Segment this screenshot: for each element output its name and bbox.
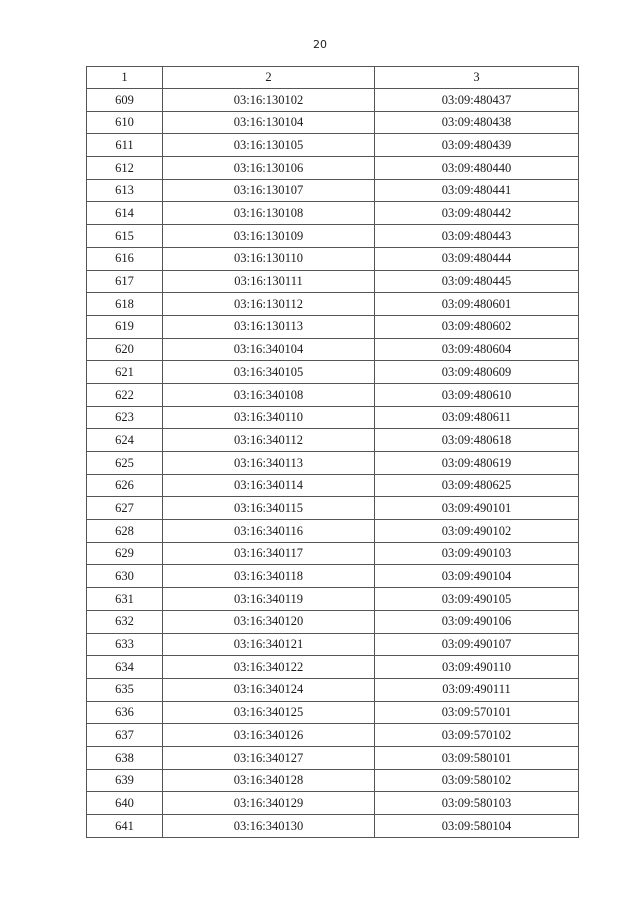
code-column-3-cell: 03:09:480442: [375, 202, 579, 225]
row-number-cell: 638: [87, 746, 163, 769]
code-column-2-cell: 03:16:130108: [163, 202, 375, 225]
code-column-3-cell: 03:09:490110: [375, 656, 579, 679]
table-header: [87, 67, 579, 89]
table-row: [87, 89, 579, 112]
code-column-3-cell: 03:09:480604: [375, 338, 579, 361]
row-number-cell: 618: [87, 293, 163, 316]
code-column-2-cell: 03:16:130113: [163, 315, 375, 338]
code-column-2-cell: 03:16:130105: [163, 134, 375, 157]
table-row: [87, 270, 579, 293]
row-number-cell: 611: [87, 134, 163, 157]
table-row: [87, 111, 579, 134]
row-number-cell: 630: [87, 565, 163, 588]
code-column-2-cell: 03:16:130106: [163, 157, 375, 180]
row-number-cell: 615: [87, 225, 163, 248]
code-column-3-cell: 03:09:580101: [375, 746, 579, 769]
row-number-cell: 624: [87, 429, 163, 452]
code-column-2-cell: 03:16:340113: [163, 452, 375, 475]
table-row: [87, 247, 579, 270]
code-column-2-cell: 03:16:340118: [163, 565, 375, 588]
page-number: 20: [313, 38, 327, 51]
code-column-2-cell: 03:16:340119: [163, 588, 375, 611]
table-row: [87, 134, 579, 157]
table-row: [87, 656, 579, 679]
table-body: [87, 89, 579, 838]
code-column-2-cell: 03:16:340121: [163, 633, 375, 656]
table-row: [87, 315, 579, 338]
code-column-2-cell: 03:16:130110: [163, 247, 375, 270]
code-column-2-cell: 03:16:340126: [163, 724, 375, 747]
code-column-3-cell: 03:09:480618: [375, 429, 579, 452]
code-column-3-cell: 03:09:480437: [375, 89, 579, 112]
code-column-3-cell: 03:09:480443: [375, 225, 579, 248]
table-row: [87, 406, 579, 429]
code-column-3-cell: 03:09:480601: [375, 293, 579, 316]
row-number-cell: 636: [87, 701, 163, 724]
code-column-3-cell: 03:09:580103: [375, 792, 579, 815]
table-row: [87, 565, 579, 588]
code-column-2-cell: 03:16:130107: [163, 179, 375, 202]
code-column-3-cell: 03:09:490111: [375, 678, 579, 701]
table-row: [87, 202, 579, 225]
table-row: [87, 746, 579, 769]
row-number-cell: 612: [87, 157, 163, 180]
row-number-cell: 622: [87, 383, 163, 406]
row-number-cell: 613: [87, 179, 163, 202]
row-number-cell: 617: [87, 270, 163, 293]
row-number-cell: 621: [87, 361, 163, 384]
code-column-3-cell: 03:09:480445: [375, 270, 579, 293]
row-number-cell: 626: [87, 474, 163, 497]
row-number-cell: 634: [87, 656, 163, 679]
code-column-2-cell: 03:16:340124: [163, 678, 375, 701]
row-number-cell: 610: [87, 111, 163, 134]
code-column-3-cell: 03:09:490102: [375, 520, 579, 543]
code-column-3-cell: 03:09:490106: [375, 610, 579, 633]
code-column-2-cell: 03:16:130104: [163, 111, 375, 134]
code-column-2-cell: 03:16:340116: [163, 520, 375, 543]
code-column-3-cell: 03:09:490103: [375, 542, 579, 565]
code-column-2-cell: 03:16:130111: [163, 270, 375, 293]
row-number-cell: 637: [87, 724, 163, 747]
row-number-cell: 623: [87, 406, 163, 429]
row-number-cell: 616: [87, 247, 163, 270]
table-row: [87, 520, 579, 543]
code-column-2-cell: 03:16:340129: [163, 792, 375, 815]
row-number-cell: 639: [87, 769, 163, 792]
code-column-2-cell: 03:16:340110: [163, 406, 375, 429]
table-row: [87, 157, 579, 180]
code-column-3-cell: 03:09:480439: [375, 134, 579, 157]
table-row: [87, 179, 579, 202]
table-row: [87, 338, 579, 361]
table-row: [87, 633, 579, 656]
code-column-2-cell: 03:16:340114: [163, 474, 375, 497]
row-number-cell: 632: [87, 610, 163, 633]
code-column-2-cell: 03:16:130112: [163, 293, 375, 316]
row-number-cell: 629: [87, 542, 163, 565]
code-column-3-cell: 03:09:480625: [375, 474, 579, 497]
table-row: [87, 497, 579, 520]
code-column-3-cell: 03:09:480619: [375, 452, 579, 475]
table-row: [87, 225, 579, 248]
row-number-cell: 614: [87, 202, 163, 225]
table-row: [87, 429, 579, 452]
code-column-3-cell: 03:09:490104: [375, 565, 579, 588]
table-row: [87, 361, 579, 384]
code-column-2-cell: 03:16:340108: [163, 383, 375, 406]
data-table: [86, 66, 579, 838]
row-number-cell: 619: [87, 315, 163, 338]
row-number-cell: 609: [87, 89, 163, 112]
code-column-2-cell: 03:16:340115: [163, 497, 375, 520]
code-column-3-cell: 03:09:570102: [375, 724, 579, 747]
header-row: [87, 67, 579, 89]
row-number-cell: 631: [87, 588, 163, 611]
code-column-3-cell: 03:09:480440: [375, 157, 579, 180]
column-header-1: 1: [87, 67, 163, 89]
table-row: [87, 452, 579, 475]
table-row: [87, 724, 579, 747]
code-column-3-cell: 03:09:480610: [375, 383, 579, 406]
table-row: [87, 678, 579, 701]
table-row: [87, 588, 579, 611]
code-column-3-cell: 03:09:580102: [375, 769, 579, 792]
row-number-cell: 628: [87, 520, 163, 543]
code-column-3-cell: 03:09:490101: [375, 497, 579, 520]
code-column-3-cell: 03:09:570101: [375, 701, 579, 724]
row-number-cell: 627: [87, 497, 163, 520]
table-row: [87, 769, 579, 792]
column-header-3: 3: [375, 67, 579, 89]
code-column-2-cell: 03:16:340112: [163, 429, 375, 452]
code-column-2-cell: 03:16:340122: [163, 656, 375, 679]
table-row: [87, 542, 579, 565]
code-column-3-cell: 03:09:580104: [375, 815, 579, 838]
code-column-2-cell: 03:16:340125: [163, 701, 375, 724]
row-number-cell: 640: [87, 792, 163, 815]
table-row: [87, 474, 579, 497]
row-number-cell: 641: [87, 815, 163, 838]
code-column-2-cell: 03:16:340128: [163, 769, 375, 792]
table-row: [87, 815, 579, 838]
column-header-2: 2: [163, 67, 375, 89]
code-column-3-cell: 03:09:480441: [375, 179, 579, 202]
row-number-cell: 620: [87, 338, 163, 361]
code-column-2-cell: 03:16:130102: [163, 89, 375, 112]
table-row: [87, 383, 579, 406]
table-row: [87, 701, 579, 724]
code-column-3-cell: 03:09:480438: [375, 111, 579, 134]
table-row: [87, 610, 579, 633]
code-column-2-cell: 03:16:340117: [163, 542, 375, 565]
code-column-3-cell: 03:09:480609: [375, 361, 579, 384]
row-number-cell: 635: [87, 678, 163, 701]
code-column-3-cell: 03:09:490105: [375, 588, 579, 611]
code-column-2-cell: 03:16:340104: [163, 338, 375, 361]
code-column-2-cell: 03:16:340105: [163, 361, 375, 384]
code-column-3-cell: 03:09:490107: [375, 633, 579, 656]
row-number-cell: 625: [87, 452, 163, 475]
table-row: [87, 293, 579, 316]
code-column-3-cell: 03:09:480444: [375, 247, 579, 270]
table-row: [87, 792, 579, 815]
code-column-2-cell: 03:16:340130: [163, 815, 375, 838]
code-column-2-cell: 03:16:130109: [163, 225, 375, 248]
code-column-3-cell: 03:09:480602: [375, 315, 579, 338]
row-number-cell: 633: [87, 633, 163, 656]
code-column-3-cell: 03:09:480611: [375, 406, 579, 429]
code-column-2-cell: 03:16:340120: [163, 610, 375, 633]
code-column-2-cell: 03:16:340127: [163, 746, 375, 769]
